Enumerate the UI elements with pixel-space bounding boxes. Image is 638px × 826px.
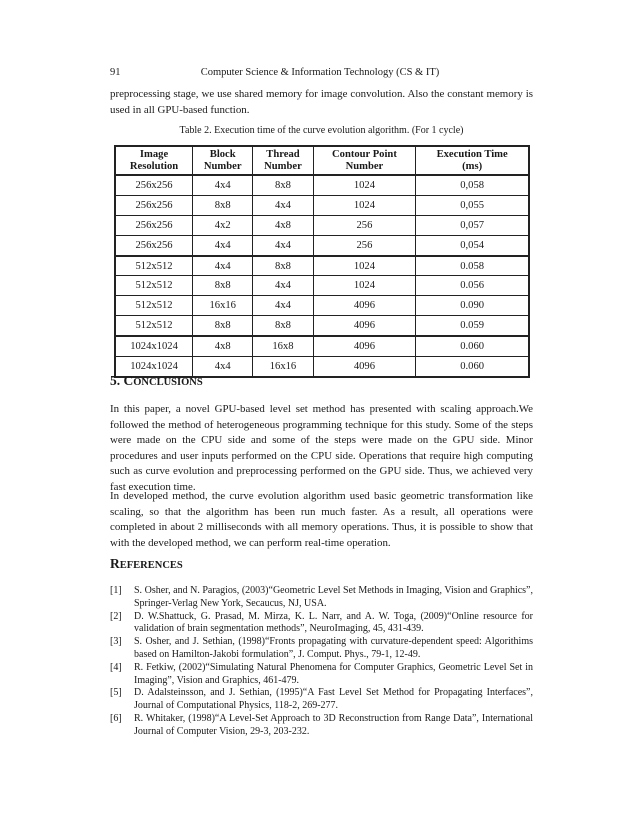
table-caption: Table 2. Execution time of the curve evolution algorithm. (For 1 cycle) — [179, 125, 464, 136]
reference-item: [6] R. Whitaker, (1998)“A Level-Set Approach to 3D Reconstruction from Range Data”, International Journal of Computer Vision, 29-3, 203-232. — [110, 712, 533, 737]
table-cell: 4x4 — [253, 235, 313, 255]
table-cell: 0,057 — [416, 215, 529, 235]
table-cell: 256x256 — [115, 195, 193, 215]
table-row — [115, 195, 529, 215]
table-cell: 1024 — [313, 256, 416, 276]
column-header: Block Number — [193, 146, 253, 175]
table-cell: 4x2 — [193, 215, 253, 235]
table-cell: 256 — [313, 235, 416, 255]
table-cell: 4096 — [313, 357, 416, 377]
table-cell: 512x512 — [115, 316, 193, 336]
table-cell: 1024 — [313, 195, 416, 215]
table-row — [115, 235, 529, 255]
table-row — [115, 256, 529, 276]
table-cell: 512x512 — [115, 256, 193, 276]
table-cell: 4x8 — [253, 215, 313, 235]
conclusions-heading: 5. CONCLUSIONS — [110, 373, 203, 388]
table-cell: 4096 — [313, 336, 416, 356]
table-cell: 8x8 — [193, 316, 253, 336]
table-cell: 512x512 — [115, 276, 193, 296]
table-cell: 8x8 — [253, 256, 313, 276]
table-cell: 0.059 — [416, 316, 529, 336]
reference-item: [1] S. Osher, and N. Paragios, (2003)“Geometric Level Set Methods in Imaging, Vision and Graphics”, Springer-Verlag New York, Secaucus, NJ, USA. — [110, 585, 533, 609]
table-cell: 1024x1024 — [115, 357, 193, 377]
table-cell: 0.060 — [416, 357, 529, 377]
page-number: 91 — [110, 67, 121, 78]
table-cell: 8x8 — [253, 316, 313, 336]
column-header: Execution Time (ms) — [416, 146, 529, 175]
table-cell: 4x4 — [253, 195, 313, 215]
table-cell: 0.058 — [416, 256, 529, 276]
table-cell: 16x16 — [253, 357, 313, 377]
table-cell: 0,058 — [416, 175, 529, 195]
table-cell: 256x256 — [115, 235, 193, 255]
execution-time-table — [114, 145, 530, 378]
column-header: Image Resolution — [115, 146, 193, 175]
reference-item: [3] S. Osher, and J. Sethian, (1998)“Fronts propagating with curvature-dependent speed: Algorithims based on Hamilton-Jakobi formulation”, J. Comput. Phys., 79-1, 12-49. — [110, 636, 533, 660]
table-cell: 256 — [313, 215, 416, 235]
table-cell: 1024 — [313, 175, 416, 195]
column-header: Thread Number — [253, 146, 313, 175]
table-cell: 4x4 — [193, 175, 253, 195]
reference-item: [5] D. Adalsteinsson, and J. Sethian, (1995)“A Fast Level Set Method for Propagating Interfaces”, Journal of Computational Physics, 118-2, 269-277. — [110, 687, 533, 712]
table-cell: 0,054 — [416, 235, 529, 255]
table-cell: 0.090 — [416, 296, 529, 316]
conclusions-paragraph-1: In this paper, a novel GPU-based level set method has presented with scaling approach.We followed the method of heterogeneous programming technique for this study. Some of the steps were made on the CPU side and some of the steps were made on the GPU side. Minor procedures and user inputs performed on the CPU side. Operations that require high computing such as curve evolution and preprocessing performed on the GPU side. Thus, we achieved very fast execution time. — [110, 403, 533, 493]
column-header: Contour Point Number — [313, 146, 416, 175]
table-cell: 4096 — [313, 316, 416, 336]
table-cell: 1024x1024 — [115, 336, 193, 356]
conclusions-paragraph-2: In developed method, the curve evolution algorithm used basic geometric transformation like scaling, so that the algorithm has been run much faster. As a result, all operations were completed in about 2 milliseconds with all memory operations. Thus, it is possible to show that with the developed method, we can perform real-time operation. — [110, 490, 533, 549]
table-cell: 16x8 — [253, 336, 313, 356]
table-cell: 512x512 — [115, 296, 193, 316]
table-cell: 0,055 — [416, 195, 529, 215]
table-cell: 4x4 — [193, 235, 253, 255]
table-row — [115, 276, 529, 296]
table-cell: 4x4 — [253, 276, 313, 296]
table-cell: 8x8 — [253, 175, 313, 195]
table-row — [115, 175, 529, 195]
reference-item: [4] R. Fetkiw, (2002)“Simulating Natural Phenomena for Computer Graphics, Geometric Level Set in Imaging”, Vision and Graphics, 461-479. — [110, 661, 533, 686]
table-cell: 4096 — [313, 296, 416, 316]
table-cell: 4x4 — [253, 296, 313, 316]
table-cell: 4x4 — [193, 357, 253, 377]
table-row — [115, 316, 529, 336]
table-cell: 256x256 — [115, 215, 193, 235]
table-row — [115, 296, 529, 316]
journal-title: Computer Science & Information Technology (CS & IT) — [200, 67, 440, 78]
reference-list — [110, 585, 533, 739]
table-cell: 0.056 — [416, 276, 529, 296]
table-cell: 0.060 — [416, 336, 529, 356]
references-heading: REFERENCES — [110, 556, 183, 571]
table-row — [115, 215, 529, 235]
table-cell: 4x4 — [193, 256, 253, 276]
intro-paragraph: preprocessing stage, we use shared memory for image convolution. Also the constant memory is used in all GPU-based function. — [110, 88, 533, 116]
table-cell: 8x8 — [193, 195, 253, 215]
table-cell: 256x256 — [115, 175, 193, 195]
reference-item: [2] D. W.Shattuck, G. Prasad, M. Mirza, K. L. Narr, and A. W. Toga, (2009)“Online resource for validation of brain segmentation methods”, NeuroImaging, 45, 431-439. — [110, 610, 533, 635]
table-cell: 16x16 — [193, 296, 253, 316]
table-cell: 8x8 — [193, 276, 253, 296]
table-cell: 4x8 — [193, 336, 253, 356]
table-header-row — [115, 146, 529, 175]
table-cell: 1024 — [313, 276, 416, 296]
table-row — [115, 336, 529, 356]
